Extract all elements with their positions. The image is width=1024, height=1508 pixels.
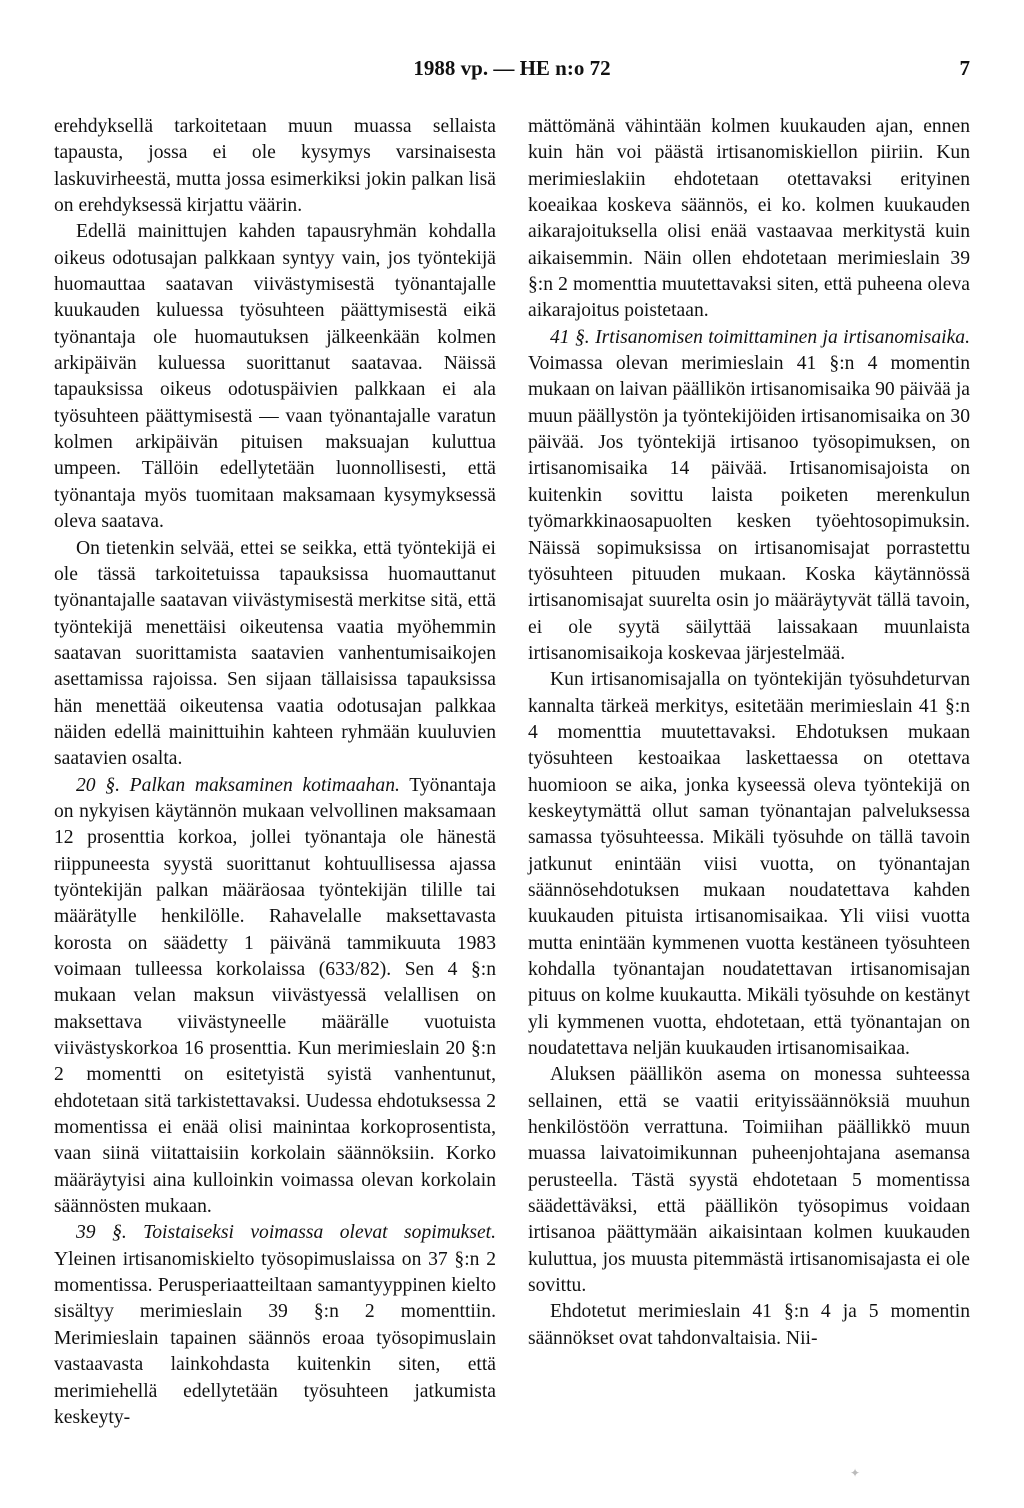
- section-text: Työnantaja on nykyisen käytännön mukaan velvollinen maksamaan 12 prosenttia korkoa, jollei työnantaja ole hänestä riippuneesta syystä suorittanut kohtuullisessa ajassa työntekijän palkan määräosaa työntekijän tilille tai määrätylle henkilölle. Rahavelalle maksettavasta korosta on säädetty 1 päivänä tammikuuta 1983 voimaan tulleessa korkolaissa (633/82). Sen 4 §:n mukaan velan maksun viivästyessä velallisen on maksettava viivästyneelle määrälle vuotuista viivästyskorkoa 16 prosenttia. Kun merimieslain 20 §:n 2 momentti on esitetyistä syistä vanhentunut, ehdotetaan sitä tarkistettavaksi. Uudessa ehdotuksessa 2 momentissa ei enää olisi mainintaa korkoprosentista, vaan siinä viitattaisiin korkolain säännöksiin. Korko määräytyisi aina kulloinkin voimassa olevan korkolain säännösten mukaan.: [54, 774, 497, 1218]
- paragraph: mättömänä vähintään kolmen kuukauden ajan, ennen kuin hän voi päästä irtisanomiskiellon piiriin. Kun merimieslakiin ehdotetaan otettavaksi erityinen koeaikaa koskeva säännös, ei ko. kolmen kuukauden aikarajoituksella olisi enää vastaavaa merkitystä kuin aikaisemmin. Näin ollen ehdotetaan merimieslain 39 §:n 2 momenttia muutettavaksi siten, että puheena oleva aikarajoitus poistetaan.: [528, 116, 970, 322]
- section-41: [528, 325, 970, 667]
- left-column: [54, 114, 496, 1431]
- section-heading: 20 §. Palkan maksaminen kotimaahan.: [76, 774, 400, 796]
- paragraph: Kun irtisanomisajalla on työntekijän työsuhdeturvan kannalta tärkeä merkitys, esitetään merimieslain 41 §:n 4 momenttia muutettavaksi. Ehdotuksen mukaan työsuhteen kestoaikaa laskettaessa on otettava huomioon se aika, jonka kyseessä oleva työntekijä on keskeytymättä ollut saman työnantajan palveluksessa samassa työsuhteessa. Mikäli työsuhde on tällä tavoin jatkunut enintään viisi vuotta, on työnantajan säännösehdotuksen mukaan noudatettava kahden kuukauden pituista irtisanomisaikaa. Yli viisi vuotta mutta enintään kymmenen vuotta kestäneen työsuhteen kohdalla työnantajan noudatettavan irtisanomisajan pituus on kolme kuukautta. Mikäli työsuhde on kestänyt yli kymmenen vuotta, ehdotetaan, että työnantajan on noudatettava neljän kuukauden irtisanomisaikaa.: [528, 669, 970, 1060]
- section-text: Voimassa olevan merimieslain 41 §:n 4 momentin mukaan on laivan päällikön irtisanomisaika 90 päivää ja muun päällystön ja työntekijöiden irtisanomisaika on 30 päivää. Jos työntekijä irtisanoo työsopimuksen, on irtisanomisaika 14 päivää. Irtisanomisajoista on kuitenkin sovittu laista poiketen merenkulun työmarkkinaosapuolten kesken työehtosopimuksin. Näissä sopimuksissa on irtisanomisajat porrastettu työsuhteen pituuden mukaan. Koska käytännössä irtisanomisajat suurelta osin jo määräytyvät tällä tavoin, ei ole syytä säilyttää laissakaan muunlaista irtisanomisaikoja koskevaa järjestelmää.: [528, 353, 970, 664]
- right-column: [528, 114, 970, 1352]
- section-heading: 41 §. Irtisanomisen toimittaminen ja irtisanomisaika.: [550, 326, 970, 348]
- paragraph: On tietenkin selvää, ettei se seikka, että työntekijä ei ole tässä tarkoitetuissa tapauksissa huomauttanut työnantajalle saatavan viivästymisestä merkitse sitä, että työntekijä menettäisi oikeutensa vaatia myöhemmin saatavan suorittamista saatavien vanhentumisaikojen asettamissa rajoissa. Sen sijaan tällaisissa tapauksissa hän menettää oikeutensa vaatia odotusajan palkkaa näiden edellä mainittuihin kahteen ryhmään kuuluvien saatavien osalta.: [54, 537, 496, 770]
- section-20: [54, 773, 496, 1221]
- running-title: 1988 vp. — HE n:o 72: [413, 56, 611, 80]
- paragraph: erehdyksellä tarkoitetaan muun muassa sellaista tapausta, jossa ei ole kysymys varsinaisesta laskuvirheestä, mutta jossa esimerkiksi jokin palkan lisä on erehdyksessä kirjattu väärin.: [54, 116, 496, 217]
- scan-mark: ✦: [850, 1466, 861, 1480]
- page-number: 7: [959, 56, 970, 80]
- section-heading: 39 §. Toistaiseksi voimassa olevat sopimukset.: [76, 1222, 496, 1244]
- paragraph: Aluksen päällikön asema on monessa suhteessa sellainen, että se vaatii erityissäännöksiä muuhun henkilöstöön verrattuna. Toimiihan päällikkö muun muassa laivatoimikunnan puheenjohtajana asemansa perusteella. Tästä syystä ehdotetaan 5 momentissa säädettäväksi, että päällikön työsopimus voidaan irtisanoa päättymään aikaisintaan kolmen kuukauden kuluttua, jos muusta pitemmästä irtisanomisajasta ei ole sovittu.: [528, 1064, 970, 1297]
- section-39: [54, 1220, 496, 1431]
- page-header: [0, 56, 1024, 86]
- paragraph: Ehdotetut merimieslain 41 §:n 4 ja 5 momentin säännökset ovat tahdonvaltaisia. Nii-: [528, 1301, 970, 1349]
- paragraph: Edellä mainittujen kahden tapausryhmän kohdalla oikeus odotusajan palkkaan syntyy vain, jos työntekijä huomauttaa saatavan viivästymisestä työnantajalle kuukauden kuluessa työsuhteen päättymisestä eikä työnantaja ole huomautuksen jälkeenkään kolmen arkipäivän kuluessa suorittanut saatavaa. Näissä tapauksissa oikeus odotuspäivien palkkaan ei ala työsuhteen päättymisestä — vaan työnantajalle varatun kolmen arkipäivän pituisen maksuajan kuluttua umpeen. Tällöin edellytetään luonnollisesti, että työnantaja myös tuomitaan maksamaan kysymyksessä oleva saatava.: [54, 221, 496, 533]
- section-text: Yleinen irtisanomiskielto työsopimuslaissa on 37 §:n 2 momentissa. Perusperiaatteiltaan samantyyppinen kielto sisältyy merimieslain 39 §:n 2 momenttiin. Merimieslain tapainen säännös eroaa työsopimuslain vastaavasta lainkohdasta kuitenkin siten, että merimiehellä edellytetään työsuhteen jatkumista keskeyty-: [54, 1248, 496, 1428]
